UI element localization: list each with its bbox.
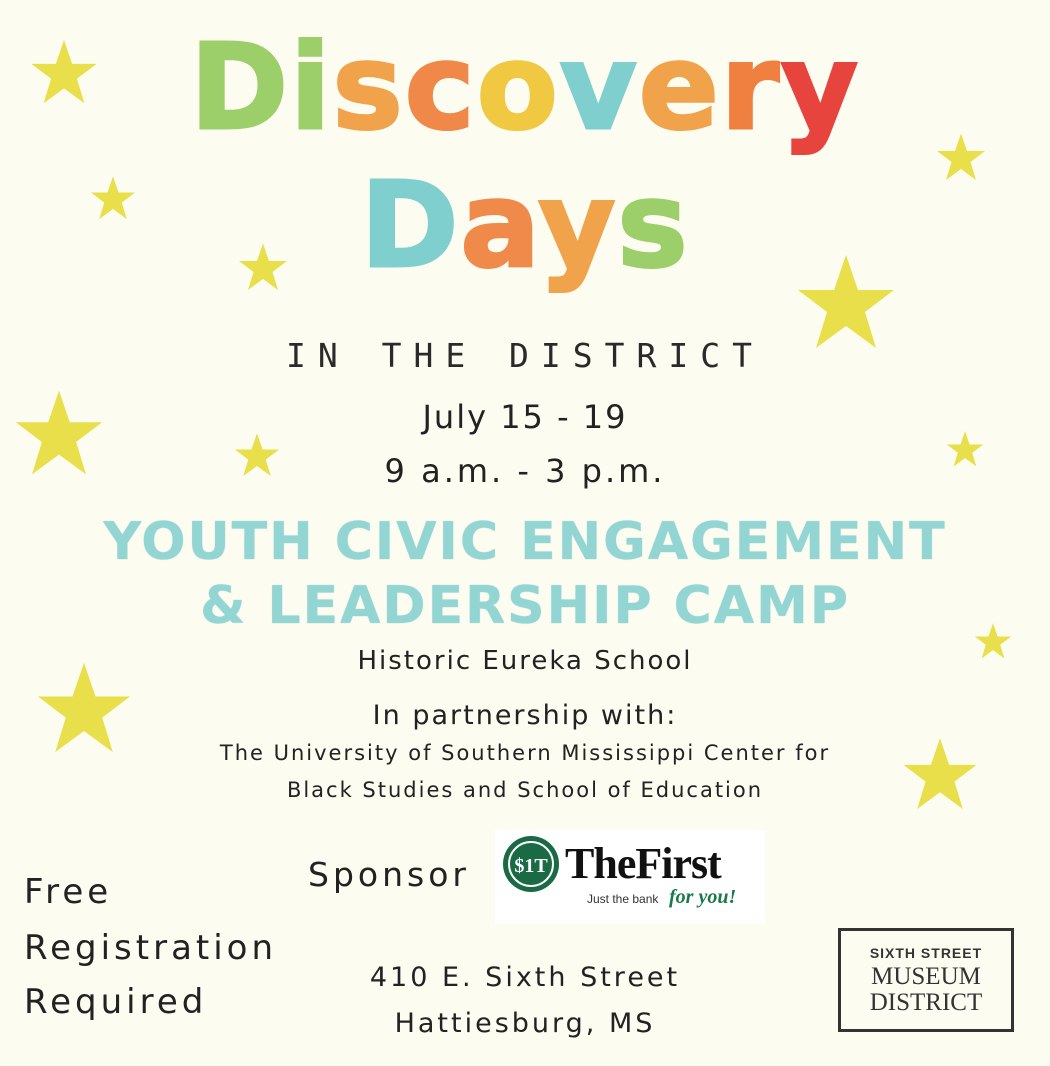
line1-letter: c <box>404 18 477 156</box>
line2-letter: a <box>460 156 539 294</box>
museum-district-logo <box>838 928 1014 1032</box>
sponsor-tagline: Just the bank <box>587 892 659 906</box>
event-times: 9 a.m. - 3 p.m. <box>384 452 666 490</box>
title-days <box>0 156 1050 294</box>
line1-letter: e <box>638 18 721 156</box>
camp-title-line2: & LEADERSHIP CAMP <box>200 576 850 636</box>
registration-line1: Free <box>24 872 113 912</box>
logo-mark-text: $1T <box>514 855 548 877</box>
line1-letter: o <box>476 18 560 156</box>
subtitle: IN THE DISTRICT <box>285 336 764 375</box>
line1-letter: r <box>720 18 781 156</box>
line1-letter: D <box>190 18 291 156</box>
title-discovery <box>0 18 1050 156</box>
sponsor-logo-box <box>495 830 765 924</box>
address-line1: 410 E. Sixth Street <box>369 962 681 993</box>
line1-letter: s <box>332 18 405 156</box>
sponsor-name: TheFirst <box>565 839 721 888</box>
partnership-label: In partnership with: <box>372 700 678 731</box>
registration-line3: Required <box>24 982 208 1022</box>
bank-logo-icon <box>501 834 561 894</box>
line1-letter: y <box>780 18 860 156</box>
sponsor-tagline-script: for you! <box>669 886 737 908</box>
registration-line2: Registration <box>24 928 278 968</box>
line1-letter: i <box>290 18 333 156</box>
venue: Historic Eureka School <box>357 646 693 676</box>
line2-letter: s <box>617 156 690 294</box>
museum-logo-line1: SIXTH STREET <box>869 945 983 961</box>
line1-letter: v <box>559 18 639 156</box>
line2-letter: y <box>538 156 618 294</box>
museum-logo-line2: MUSEUM <box>871 963 981 990</box>
line2-letter: D <box>360 156 461 294</box>
partner-line1: The University of Southern Mississippi Center for <box>219 741 831 765</box>
address-line2: Hattiesburg, MS <box>394 1008 656 1039</box>
event-dates: July 15 - 19 <box>422 398 628 436</box>
sponsor-label: Sponsor <box>308 855 470 894</box>
museum-logo-line3: DISTRICT <box>869 989 983 1016</box>
camp-title-line1: YOUTH CIVIC ENGAGEMENT <box>103 512 947 572</box>
partner-line2: Black Studies and School of Education <box>286 778 764 802</box>
